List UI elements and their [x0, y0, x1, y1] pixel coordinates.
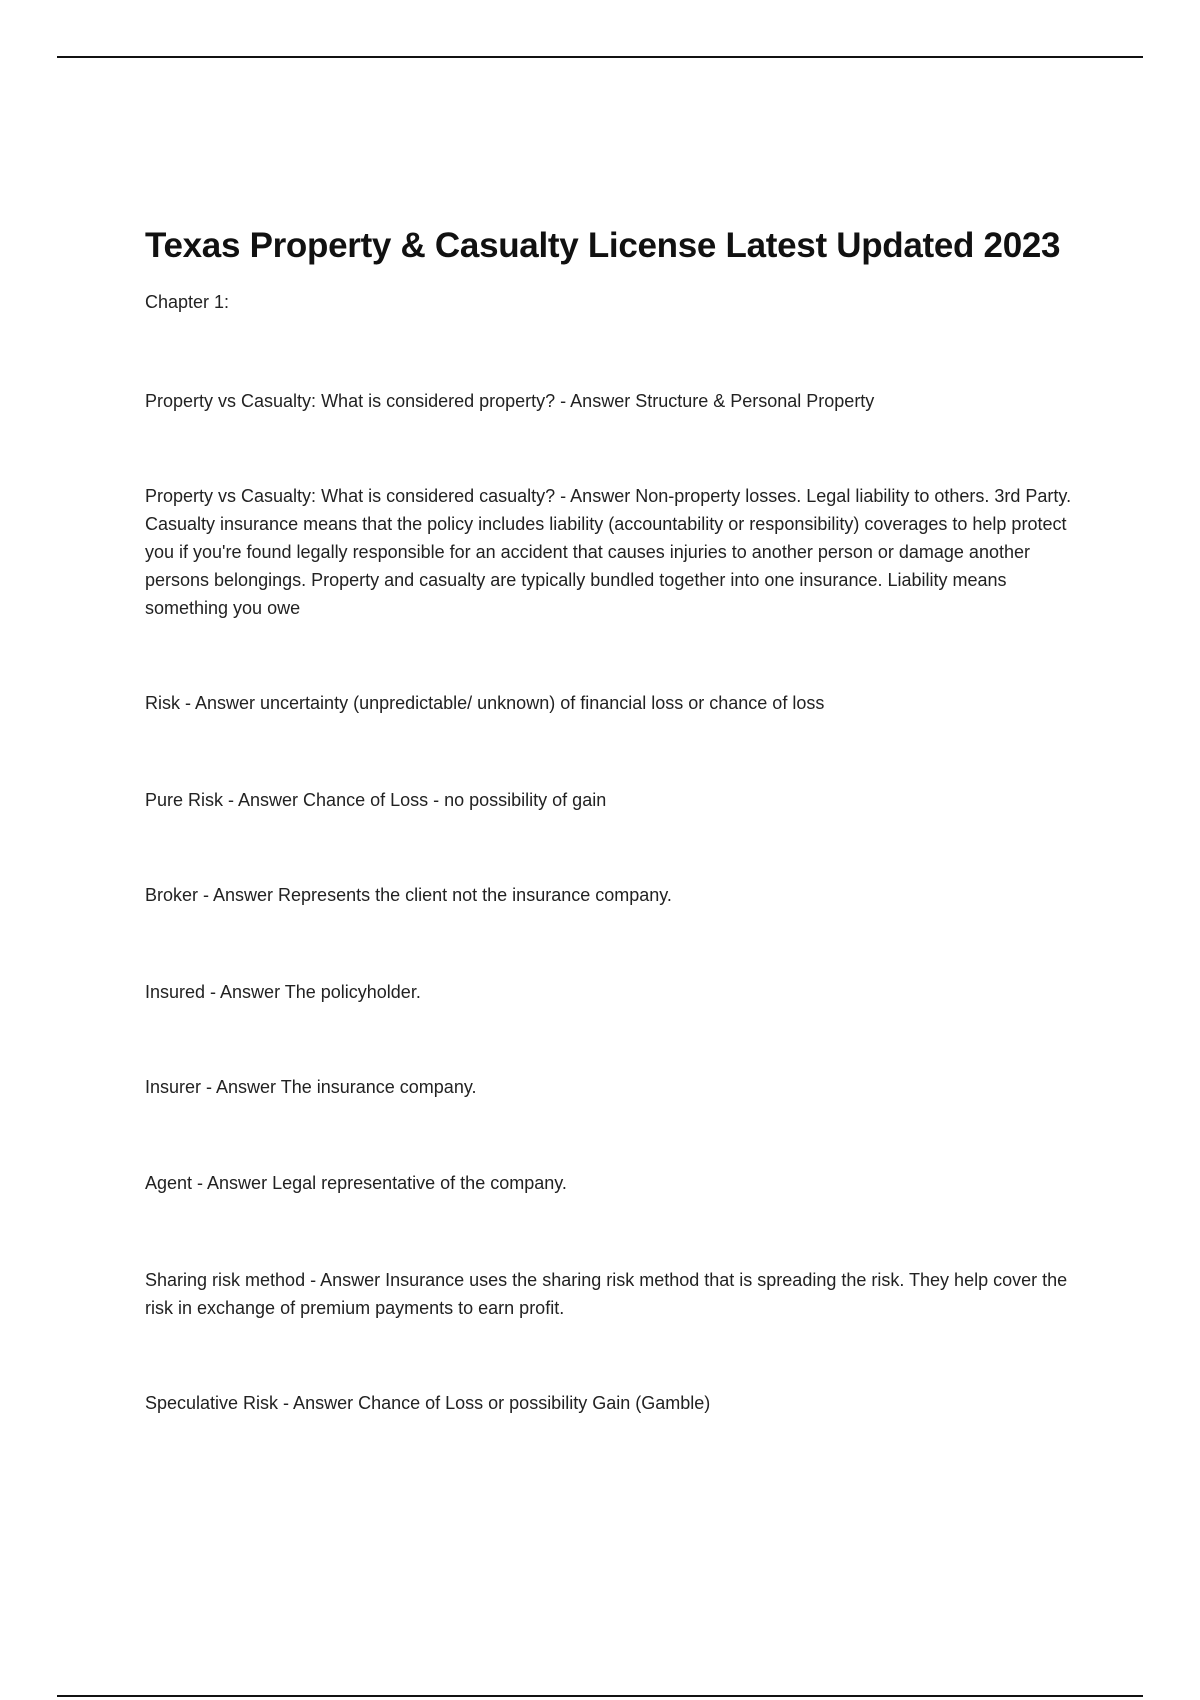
qa-entry: Broker - Answer Represents the client not the insurance company.: [145, 885, 672, 905]
header-rule: [57, 56, 1143, 58]
document-title: Texas Property & Casualty License Latest Updated 2023: [145, 226, 1061, 265]
qa-entry: Insurer - Answer The insurance company.: [145, 1077, 477, 1097]
footer-rule: [57, 1695, 1143, 1697]
qa-entry: Sharing risk method - Answer Insurance uses the sharing risk method that is spreading the risk. They help cover the risk in exchange of premium payments to earn profit.: [145, 1270, 1068, 1318]
qa-entry: Pure Risk - Answer Chance of Loss - no possibility of gain: [145, 790, 607, 810]
qa-entry: Risk - Answer uncertainty (unpredictable/ unknown) of financial loss or chance of loss: [145, 693, 825, 713]
chapter-heading: Chapter 1:: [145, 292, 230, 312]
qa-entry: Insured - Answer The policyholder.: [145, 982, 421, 1002]
qa-entry: Speculative Risk - Answer Chance of Loss or possibility Gain (Gamble): [145, 1393, 711, 1413]
qa-entry: Property vs Casualty: What is considered property? - Answer Structure & Personal Property: [145, 391, 875, 411]
qa-entry: Agent - Answer Legal representative of the company.: [145, 1173, 567, 1193]
qa-entry: Property vs Casualty: What is considered casualty? - Answer Non-property losses. Legal liability to others. 3rd Party. Casualty insurance means that the policy includes liability (accountability or responsibility) coverages to help protect you if you're found legally responsible for an accident that causes injuries to another person or damage another persons belongings. Property and casualty are typically bundled together into one insurance. Liability means something you owe: [145, 486, 1072, 618]
